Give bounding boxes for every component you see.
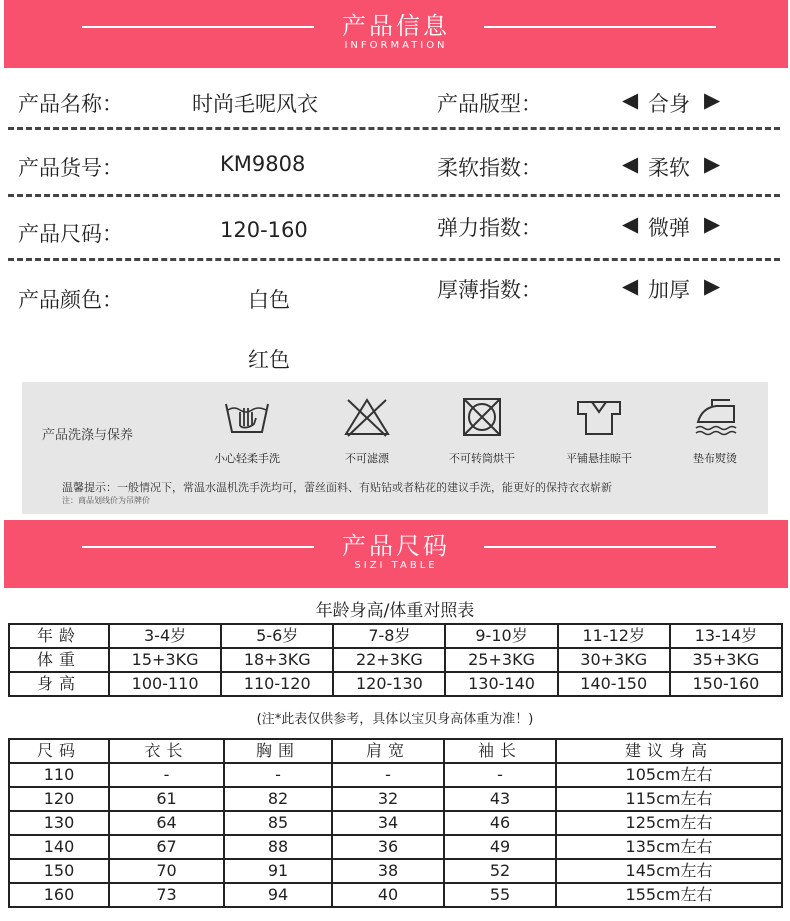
column-header-cell: 袖长	[444, 739, 556, 763]
info-banner	[4, 0, 788, 68]
table-cell: 91	[224, 859, 332, 883]
column-header-cell: 11-12岁	[558, 624, 670, 648]
table-cell: 40	[332, 883, 444, 907]
table-cell: 100-110	[109, 672, 221, 696]
table-cell: 94	[224, 883, 332, 907]
table-cell: -	[332, 763, 444, 787]
product-name-label: 产品名称：	[18, 92, 123, 116]
table-cell: 155cm左右	[556, 883, 782, 907]
care-caption: 不可转筒烘干	[449, 452, 515, 465]
table-cell: 25+3KG	[445, 648, 557, 672]
table-cell: 52	[444, 859, 556, 883]
divider	[8, 258, 780, 261]
table-row	[9, 883, 782, 907]
table-cell: 82	[224, 787, 332, 811]
care-label: 产品洗涤与保养	[42, 428, 134, 443]
table-cell: 140-150	[558, 672, 670, 696]
care-item-no-bleach	[312, 396, 422, 466]
no-bleach-icon	[342, 396, 392, 438]
info-row-size	[0, 212, 790, 252]
care-panel	[22, 382, 768, 514]
row-header-cell: 110	[9, 763, 109, 787]
table-cell: 49	[444, 835, 556, 859]
table-cell: 18+3KG	[221, 648, 333, 672]
banner-title: 产品尺码	[342, 532, 450, 560]
arrow-left-icon: ◀	[622, 212, 639, 236]
care-item-hang-dry	[544, 396, 654, 466]
table-cell: 73	[109, 883, 224, 907]
fit-label: 产品版型：	[437, 92, 542, 116]
banner-subtitle: SIZI TABLE	[354, 560, 438, 571]
table-row	[9, 835, 782, 859]
banner-subtitle: INFORMATION	[344, 40, 448, 51]
table-cell: -	[444, 763, 556, 787]
column-header-cell: 5-6岁	[221, 624, 333, 648]
product-size-label: 产品尺码：	[18, 222, 123, 246]
arrow-left-icon: ◀	[622, 152, 639, 176]
info-row-code	[0, 146, 790, 186]
care-caption: 垫布熨烫	[693, 452, 737, 465]
product-name-value: 时尚毛呢风衣	[192, 92, 318, 116]
row-header-cell: 尺码	[9, 739, 109, 763]
row-header-cell: 130	[9, 811, 109, 835]
row-header-cell: 120	[9, 787, 109, 811]
elasticity-label: 弹力指数：	[437, 216, 542, 240]
iron-icon	[690, 396, 740, 438]
table-row	[9, 859, 782, 883]
product-size-value: 120-160	[220, 218, 308, 242]
age-table-caption: 年龄身高/体重对照表	[315, 601, 475, 621]
row-header-cell: 年龄	[9, 624, 109, 648]
table-cell: 22+3KG	[333, 648, 445, 672]
table-cell: 67	[109, 835, 224, 859]
table-cell: 34	[332, 811, 444, 835]
table-cell: 88	[224, 835, 332, 859]
arrow-right-icon: ▶	[704, 274, 721, 298]
info-row-color	[0, 274, 790, 372]
size-table-note: (注*此表仅供参考，具体以宝贝身高体重为准！)	[256, 712, 534, 727]
table-cell: 150-160	[670, 672, 782, 696]
thickness-label: 厚薄指数：	[437, 278, 542, 302]
table-row	[9, 787, 782, 811]
product-code-value: KM9808	[220, 152, 306, 176]
table-cell: 70	[109, 859, 224, 883]
column-header-cell: 7-8岁	[333, 624, 445, 648]
table-cell: 36	[332, 835, 444, 859]
column-header-cell: 13-14岁	[670, 624, 782, 648]
table-cell: 35+3KG	[670, 648, 782, 672]
row-header-cell: 150	[9, 859, 109, 883]
care-item-hand-wash	[192, 396, 302, 466]
table-row	[9, 811, 782, 835]
column-header-cell: 9-10岁	[445, 624, 557, 648]
thickness-value: 加厚	[648, 278, 690, 302]
care-caption: 不可滤漂	[345, 452, 389, 465]
softness-value: 柔软	[648, 156, 690, 180]
size-table	[8, 738, 783, 908]
table-row	[9, 648, 782, 672]
table-cell: 15+3KG	[109, 648, 221, 672]
product-color-red: 红色	[248, 348, 290, 372]
row-header-cell: 160	[9, 883, 109, 907]
arrow-right-icon: ▶	[704, 152, 721, 176]
table-cell: 145cm左右	[556, 859, 782, 883]
table-row	[9, 624, 782, 648]
table-cell: 110-120	[221, 672, 333, 696]
banner-title: 产品信息	[342, 12, 450, 40]
care-tip: 温馨提示：一般情况下，常温水温机洗手洗均可，蕾丝面料、有贴钻或者粘花的建议手洗，能更好的保持衣衣崭新	[62, 481, 612, 494]
arrow-right-icon: ▶	[704, 88, 721, 112]
age-table	[8, 623, 783, 697]
table-cell: 55	[444, 883, 556, 907]
arrow-left-icon: ◀	[622, 274, 639, 298]
table-cell: 115cm左右	[556, 787, 782, 811]
arrow-left-icon: ◀	[622, 88, 639, 112]
table-cell: -	[109, 763, 224, 787]
care-caption: 平铺悬挂晾干	[566, 452, 632, 465]
row-header-cell: 140	[9, 835, 109, 859]
column-header-cell: 建议身高	[556, 739, 782, 763]
care-item-no-tumble-dry	[427, 396, 537, 466]
row-header-cell: 身高	[9, 672, 109, 696]
table-cell: -	[224, 763, 332, 787]
arrow-right-icon: ▶	[704, 212, 721, 236]
fit-value: 合身	[648, 92, 690, 116]
table-cell: 135cm左右	[556, 835, 782, 859]
table-cell: 61	[109, 787, 224, 811]
divider	[8, 194, 780, 197]
column-header-cell: 3-4岁	[109, 624, 221, 648]
table-cell: 125cm左右	[556, 811, 782, 835]
care-caption: 小心轻柔手洗	[214, 452, 280, 465]
table-row	[9, 672, 782, 696]
table-cell: 64	[109, 811, 224, 835]
softness-label: 柔软指数：	[437, 156, 542, 180]
elasticity-value: 微弹	[648, 216, 690, 240]
divider	[8, 127, 780, 130]
table-cell: 85	[224, 811, 332, 835]
hand-wash-icon	[222, 396, 272, 438]
table-cell: 46	[444, 811, 556, 835]
no-tumble-dry-icon	[457, 396, 507, 438]
column-header-cell: 肩宽	[332, 739, 444, 763]
info-row-name	[0, 82, 790, 122]
care-item-iron	[660, 396, 770, 466]
table-cell: 105cm左右	[556, 763, 782, 787]
table-cell: 120-130	[333, 672, 445, 696]
product-code-label: 产品货号：	[18, 156, 123, 180]
product-color-label: 产品颜色：	[18, 288, 123, 312]
table-cell: 130-140	[445, 672, 557, 696]
size-banner	[4, 520, 788, 588]
table-row	[9, 763, 782, 787]
column-header-cell: 衣长	[109, 739, 224, 763]
column-header-cell: 胸围	[224, 739, 332, 763]
price-note: 注：商品划线价为吊牌价	[62, 496, 150, 505]
product-color-white: 白色	[248, 288, 290, 312]
table-row	[9, 739, 782, 763]
table-cell: 38	[332, 859, 444, 883]
table-cell: 32	[332, 787, 444, 811]
table-cell: 43	[444, 787, 556, 811]
table-cell: 30+3KG	[558, 648, 670, 672]
row-header-cell: 体重	[9, 648, 109, 672]
hang-dry-icon	[574, 396, 624, 438]
